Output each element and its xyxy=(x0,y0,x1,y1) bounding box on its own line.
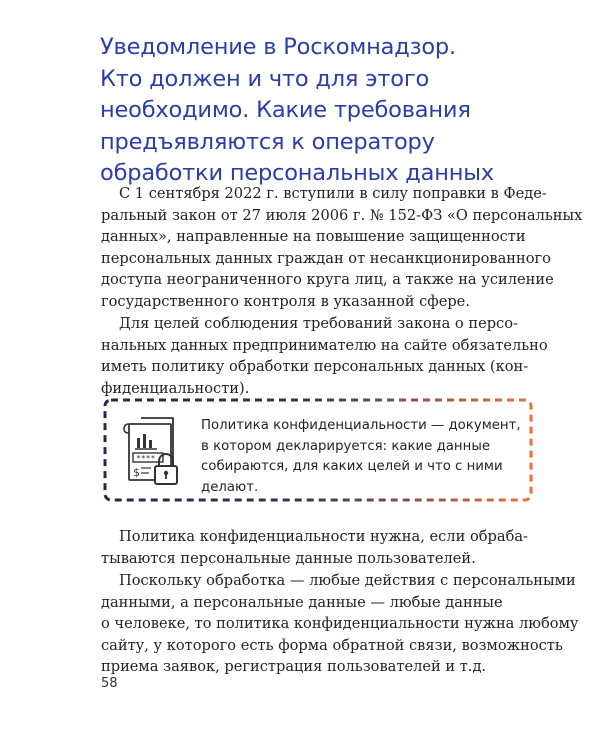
text-line: нальных данных предпринимателю на сайте обязательно xyxy=(101,336,548,354)
text-line: данных», направленные на повышение защищенности xyxy=(101,228,526,246)
text-line: Для целей соблюдения требований закона о персо- xyxy=(119,315,518,332)
definition-callout xyxy=(103,398,533,502)
callout-text xyxy=(201,416,521,498)
paragraph-policy-requirement xyxy=(101,313,548,399)
text-line: ральный закон от 27 июля 2006 г. № 152-ФЗ «О персональных xyxy=(101,206,583,224)
title-line: предъявляются к оператору xyxy=(100,128,435,155)
text-line: персональных данных граждан от несанкционированного xyxy=(101,249,551,267)
page-number: 58 xyxy=(101,676,118,691)
paragraph-processing-definition xyxy=(101,570,579,678)
text-line: данными, а персональные данные — любые данные xyxy=(101,593,503,611)
password-mask-text: **** xyxy=(136,454,156,463)
text-line: С 1 сентября 2022 г. вступили в силу поправки в Феде- xyxy=(119,185,547,202)
privacy-document-lock-icon xyxy=(121,412,187,488)
section-title xyxy=(100,32,570,190)
title-line: Кто должен и что для этого xyxy=(100,65,430,92)
text-line: приема заявок, регистрация пользователей и т.д. xyxy=(101,658,487,676)
text-line: государственного контроля в указанной сфере. xyxy=(101,292,470,310)
paragraph-law-amendments xyxy=(101,183,583,313)
text-line: в котором декларируется: какие данные xyxy=(201,438,490,454)
paragraph-policy-needed xyxy=(101,526,539,569)
text-line: Политика конфиденциальности — документ, xyxy=(201,418,521,433)
text-line: иметь политику обработки персональных данных (кон- xyxy=(101,358,529,376)
text-line: Политика конфиденциальности нужна, если обраба- xyxy=(119,528,528,545)
text-line: собираются, для каких целей и что с ними xyxy=(201,459,503,474)
title-line: необходимо. Какие требования xyxy=(100,97,471,123)
text-line: делают. xyxy=(201,479,259,495)
text-line: сайту, у которого есть форма обратной связи, возможность xyxy=(101,636,563,654)
svg-text:$: $ xyxy=(133,466,140,479)
text-line: доступа неограниченного круга лиц, а также на усиление xyxy=(101,271,554,289)
title-line: Уведомление в Роскомнадзор. xyxy=(100,34,456,60)
text-line: Поскольку обработка — любые действия с персональными xyxy=(119,572,576,589)
text-line: тываются персональные данные пользователей. xyxy=(101,549,476,567)
text-line: фиденциальности). xyxy=(101,379,250,397)
text-line: о человеке, то политика конфиденциальности нужна любому xyxy=(101,615,579,633)
title-line: обработки персональных данных xyxy=(100,160,494,186)
